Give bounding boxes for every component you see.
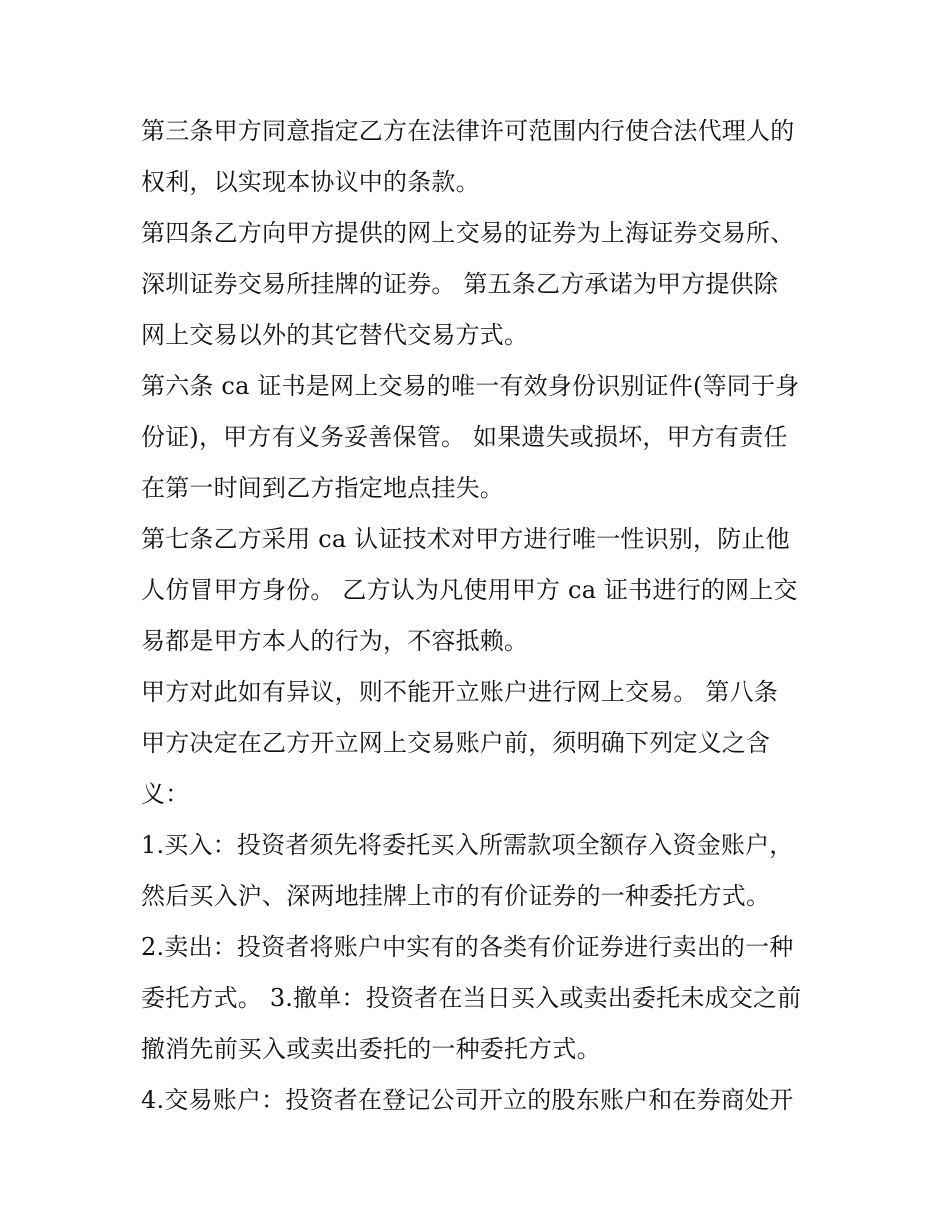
text-line: 撤消先前买入或卖出委托的一种委托方式。	[141, 1035, 601, 1063]
text-line: 2.卖出：投资者将账户中实有的各类有价证券进行卖出的一种	[141, 933, 794, 961]
text-line: 4.交易账户：投资者在登记公司开立的股东账户和在券商处开	[141, 1086, 794, 1114]
text-line: 第四条乙方向甲方提供的网上交易的证券为上海证券交易所、	[141, 219, 795, 247]
text-line: 网上交易以外的其它替代交易方式。	[141, 321, 529, 349]
text-line: 份证)，甲方有义务妥善保管。 如果遗失或损坏，甲方有责任	[141, 423, 788, 451]
text-line: 人仿冒甲方身份。 乙方认为凡使用甲方 ca 证书进行的网上交	[141, 576, 798, 604]
text-line: 1.买入：投资者须先将委托买入所需款项全额存入资金账户，	[141, 831, 794, 859]
text-line: 甲方对此如有异议，则不能开立账户进行网上交易。 第八条	[141, 678, 779, 706]
text-line: 易都是甲方本人的行为，不容抵赖。	[141, 627, 529, 655]
text-line: 然后买入沪、深两地挂牌上市的有价证券的一种委托方式。	[141, 882, 771, 910]
text-line: 深圳证券交易所挂牌的证券。 第五条乙方承诺为甲方提供除	[141, 270, 779, 298]
text-line: 第七条乙方采用 ca 认证技术对甲方进行唯一性识别，防止他	[141, 525, 790, 553]
document-body	[141, 106, 813, 1126]
text-line: 第三条甲方同意指定乙方在法律许可范围内行使合法代理人的	[141, 117, 795, 145]
text-line: 第六条 ca 证书是网上交易的唯一有效身份识别证件(等同于身	[141, 372, 800, 400]
text-line: 委托方式。 3.撤单：投资者在当日买入或卖出委托未成交之前	[141, 984, 802, 1012]
text-line: 权利，以实现本协议中的条款。	[141, 168, 480, 196]
text-line: 在第一时间到乙方指定地点挂失。	[141, 474, 504, 502]
text-line: 甲方决定在乙方开立网上交易账户前，须明确下列定义之含	[141, 729, 771, 757]
text-line: 义：	[141, 780, 190, 808]
